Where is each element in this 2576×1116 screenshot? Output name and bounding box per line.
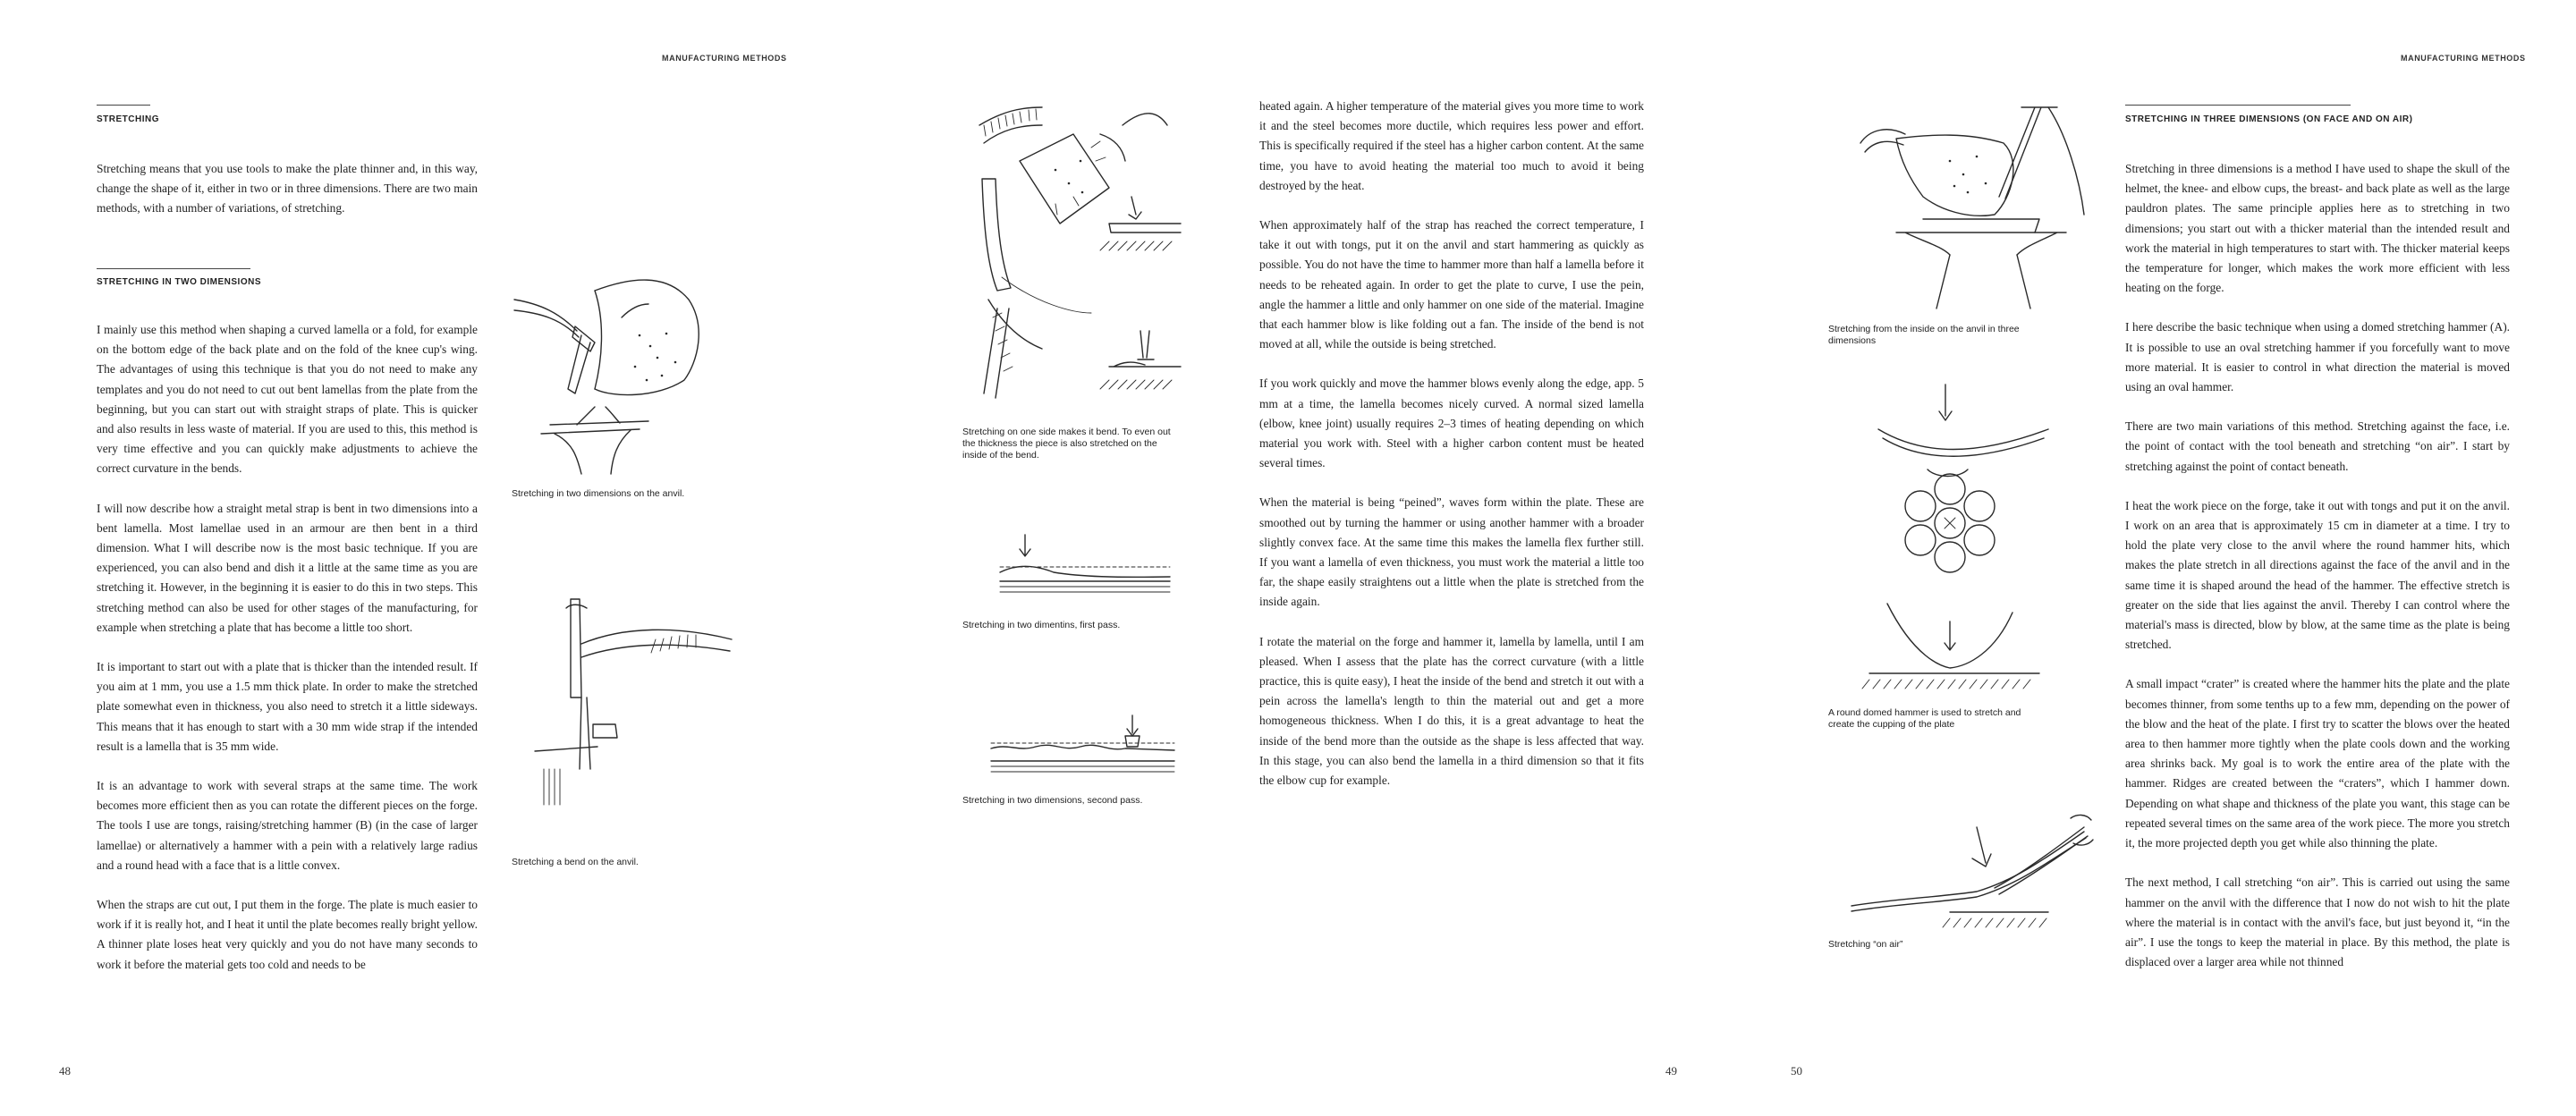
paragraph: The next method, I call stretching “on air”. This is carried out using the same hammer on the anvil with the difference that I now do not wish to hit the plate where the material is in contact with the anvil's face, but just beyond it, “in the air”. I use the tongs to keep the material in place. By this method, the plate is displaced over a larger area while not thinned bbox=[2125, 875, 2510, 969]
paragraph: Stretching means that you use tools to make the plate thinner and, in this way, change the shape of it, either in two or in three dimensions. There are two main methods, with a number of variations, of stretching. bbox=[97, 162, 478, 216]
paragraph: If you work quickly and move the hammer blows evenly along the edge, app. 5 mm at a time, the lamella becomes nicely curved. A normal sized lamella (elbow, knee joint) usually requires 2–3 times of heating depending on which material you work with. Steel with a higher carbon content must be heated several times. bbox=[1259, 376, 1644, 470]
illustration-bend-stretching bbox=[517, 590, 785, 800]
figure-caption: Stretching from the inside on the anvil in three dimensions bbox=[1828, 324, 2020, 346]
illustration-bending-strap bbox=[966, 98, 1190, 402]
page-number: 48 bbox=[59, 1064, 71, 1078]
figure-caption: Stretching in two dimentins, first pass. bbox=[962, 620, 1121, 630]
paragraph: It is important to start out with a plate that is thicker than the intended result. If you aim at 1 mm, you use a 1.5 mm thick plate. In order to make the stretched plate somewhat even in thickness, you also need to stretch it a little sideways. This means that it has enough to start with a 30 mm wide strap if the intended result is a lamella that is 35 mm wide. bbox=[97, 660, 478, 753]
figure-caption: Stretching a bend on the anvil. bbox=[512, 857, 639, 867]
figure-caption: Stretching in two dimensions, second pass. bbox=[962, 795, 1143, 806]
page49-body bbox=[1259, 97, 1644, 810]
running-head-left: MANUFACTURING METHODS bbox=[662, 54, 787, 63]
paragraph: heated again. A higher temperature of the material gives you more time to work it and the steel becomes more ductile, which requires less power and effort. This is specifically required if the steel has a higher carbon content. At the same time, you have to avoid heating the material too much to avoid it being destroyed by the heat. bbox=[1259, 99, 1644, 192]
section-rule bbox=[97, 105, 150, 106]
intro-paragraph bbox=[97, 159, 478, 239]
paragraph: I will now describe how a straight metal strap is bent in two dimensions into a bent lamella. Most lamellae used in an armour are then bent in a third dimension. What I will describe now is the most basic technique. If you are experienced, you can also bend and dish it a little at the same time as you are stretching it. However, in the beginning it is easier to do this in two steps. This stretching method can also be used for other stages of the manufacturing, for example when stretching a plate that has become a little too short. bbox=[97, 501, 478, 634]
page-number: 50 bbox=[1791, 1064, 1802, 1078]
illustration-anvil-stretching bbox=[505, 264, 792, 474]
paragraph: I mainly use this method when shaping a curved lamella or a fold, for example on the bottom edge of the back plate and on the fold of the knee cup's wing. The advantages of using this technique is that you do not need to make any templates and you do not need to cut out bent lamellas from the plate from the beginning, but you can start out with straight straps of plate. This is quicker and also results in less waste of material. If you are used to this, this method is very time effective and you can quickly make adjustments to achieve the correct curvature in the bends. bbox=[97, 323, 478, 476]
figure-caption: A round domed hammer is used to stretch and create the cupping of the plate bbox=[1828, 707, 2021, 730]
figure-caption: Stretching in two dimensions on the anvil. bbox=[512, 488, 685, 499]
page-number: 49 bbox=[1665, 1064, 1677, 1078]
paragraph: It is an advantage to work with several straps at the same time. The work becomes more efficient then as you can rotate the different pieces on the forge. The tools I use are tongs, raising/stretching hammer (B) (in the case of larger lamellae) or alternatively a hammer with a pein with a relatively large radius and a round head with a face that is a little convex. bbox=[97, 779, 478, 872]
figure-caption: Stretching on one side makes it bend. To even out the thickness the piece is also stretched on the inside of the bend. bbox=[962, 427, 1171, 461]
illustration-first-pass bbox=[982, 528, 1179, 599]
paragraph: When the material is being “peined”, waves form within the plate. These are smoothed out by turning the hammer or using another hammer with a broader slightly convex face. At the same time this makes the lamella flex further still. If you want a lamella of even thickness, you must work the material a little too far, the shape easily straightens out a little when the plate is stretched from the inside again. bbox=[1259, 495, 1644, 609]
subsection-rule bbox=[97, 268, 250, 269]
paragraph: Stretching in three dimensions is a method I have used to shape the skull of the helmet, the knee- and elbow cups, the breast- and back plate as well as the large pauldron plates. The same principle applies here as to stretching in two dimensions; you start out with a thicker material than the intended result and work the material in high temperatures to start with. The thicker material keeps the temperature for longer, which makes the work more efficient with less heating on the forge. bbox=[2125, 162, 2510, 295]
paragraph: I rotate the material on the forge and hammer it, lamella by lamella, until I am pleased. When I assess that the plate has the correct curvature (with a little practice, this is quite easy), I heat the inside of the bend and stretch it out with a pein across the lamella's length to thin the material out and get a more homogeneous thickness. When I do this, it is a great advantage to heat the inside of the bend more than the outside as the shape is less affected that way. In this stage, you can also bend the lamella in a third dimension so that it fits the elbow cup for example. bbox=[1259, 634, 1644, 788]
paragraph: When approximately half of the strap has reached the correct temperature, I take it out with tongs, put it on the anvil and start hammering as quickly as possible. You do not have the time to hammer more than half a lamella before it needs to be reheated again. In order to get the plate to curve, I use the pein, angle the hammer a little and only hammer on one side of the material. Imagine that each hammer blow is like folding out a fan. The inside of the bend is not moved at all, while the outside is being stretched. bbox=[1259, 218, 1644, 351]
illustration-three-dimensions bbox=[1843, 98, 2138, 313]
subsection-heading: STRETCHING IN TWO DIMENSIONS bbox=[97, 277, 261, 287]
figure-caption: Stretching “on air” bbox=[1828, 939, 1903, 950]
illustration-second-pass bbox=[982, 711, 1183, 782]
section-rule bbox=[2125, 105, 2351, 106]
paragraph: I here describe the basic technique when using a domed stretching hammer (A). It is possible to use an oval stretching hammer if you forcefully want to move more material. It is easier to control in what direction the material is moved using an oval hammer. bbox=[2125, 320, 2510, 394]
paragraph: When the straps are cut out, I put them in the forge. The plate is much easier to work if it is really hot, and I heat it until the plate becomes really bright yellow. A thinner plate loses heat very quickly and you do not have many seconds to work it before the material gets too cold and needs to be bbox=[97, 898, 478, 971]
paragraph: I heat the work piece on the forge, take it out with tongs and put it on the anvil. I work on an area that is approximately 15 cm in diameter at a time. I try to hold the plate very close to the anvil where the round hammer hits, which makes the plate stretch in all directions against the face of the anvil and in the same time it is shaped around the head of the hammer. The effective stretch is greater on the side that lies against the anvil. Thereby I can control where the material's mass is directed, blow by blow, at the same time as the plate is being stretched. bbox=[2125, 498, 2510, 652]
running-head-right: MANUFACTURING METHODS bbox=[2401, 54, 2526, 63]
illustration-on-air bbox=[1843, 809, 2102, 943]
page48-body bbox=[97, 320, 478, 994]
section-heading: STRETCHING IN THREE DIMENSIONS (ON FACE AND ON AIR) bbox=[2125, 114, 2413, 124]
paragraph: There are two main variations of this method. Stretching against the face, i.e. the point of contact with the tool beneath and stretching “on air”. I start by stretching against the point of contact beneath. bbox=[2125, 419, 2510, 473]
section-heading: STRETCHING bbox=[97, 114, 159, 124]
paragraph: A small impact “crater” is created where the hammer hits the plate and the plate becomes thinner, from some tenths up to a few mm, depending on the power of the blow and the heat of the plate. I first try to scatter the blows over the heated area to then hammer more tightly when the plate cools down and the working area shrinks back. My goal is to work the entire area of the plate with the hammer. Ridges are created between the “craters”, which I hammer down. Depending on what shape and thickness of the plate you want, this stage can be repeated several times on the same area of the work piece. The more you stretch it, the more projected depth you get while also thinning the plate. bbox=[2125, 677, 2510, 850]
illustration-domed-hammer bbox=[1852, 380, 2084, 711]
page51-body bbox=[2125, 159, 2510, 992]
